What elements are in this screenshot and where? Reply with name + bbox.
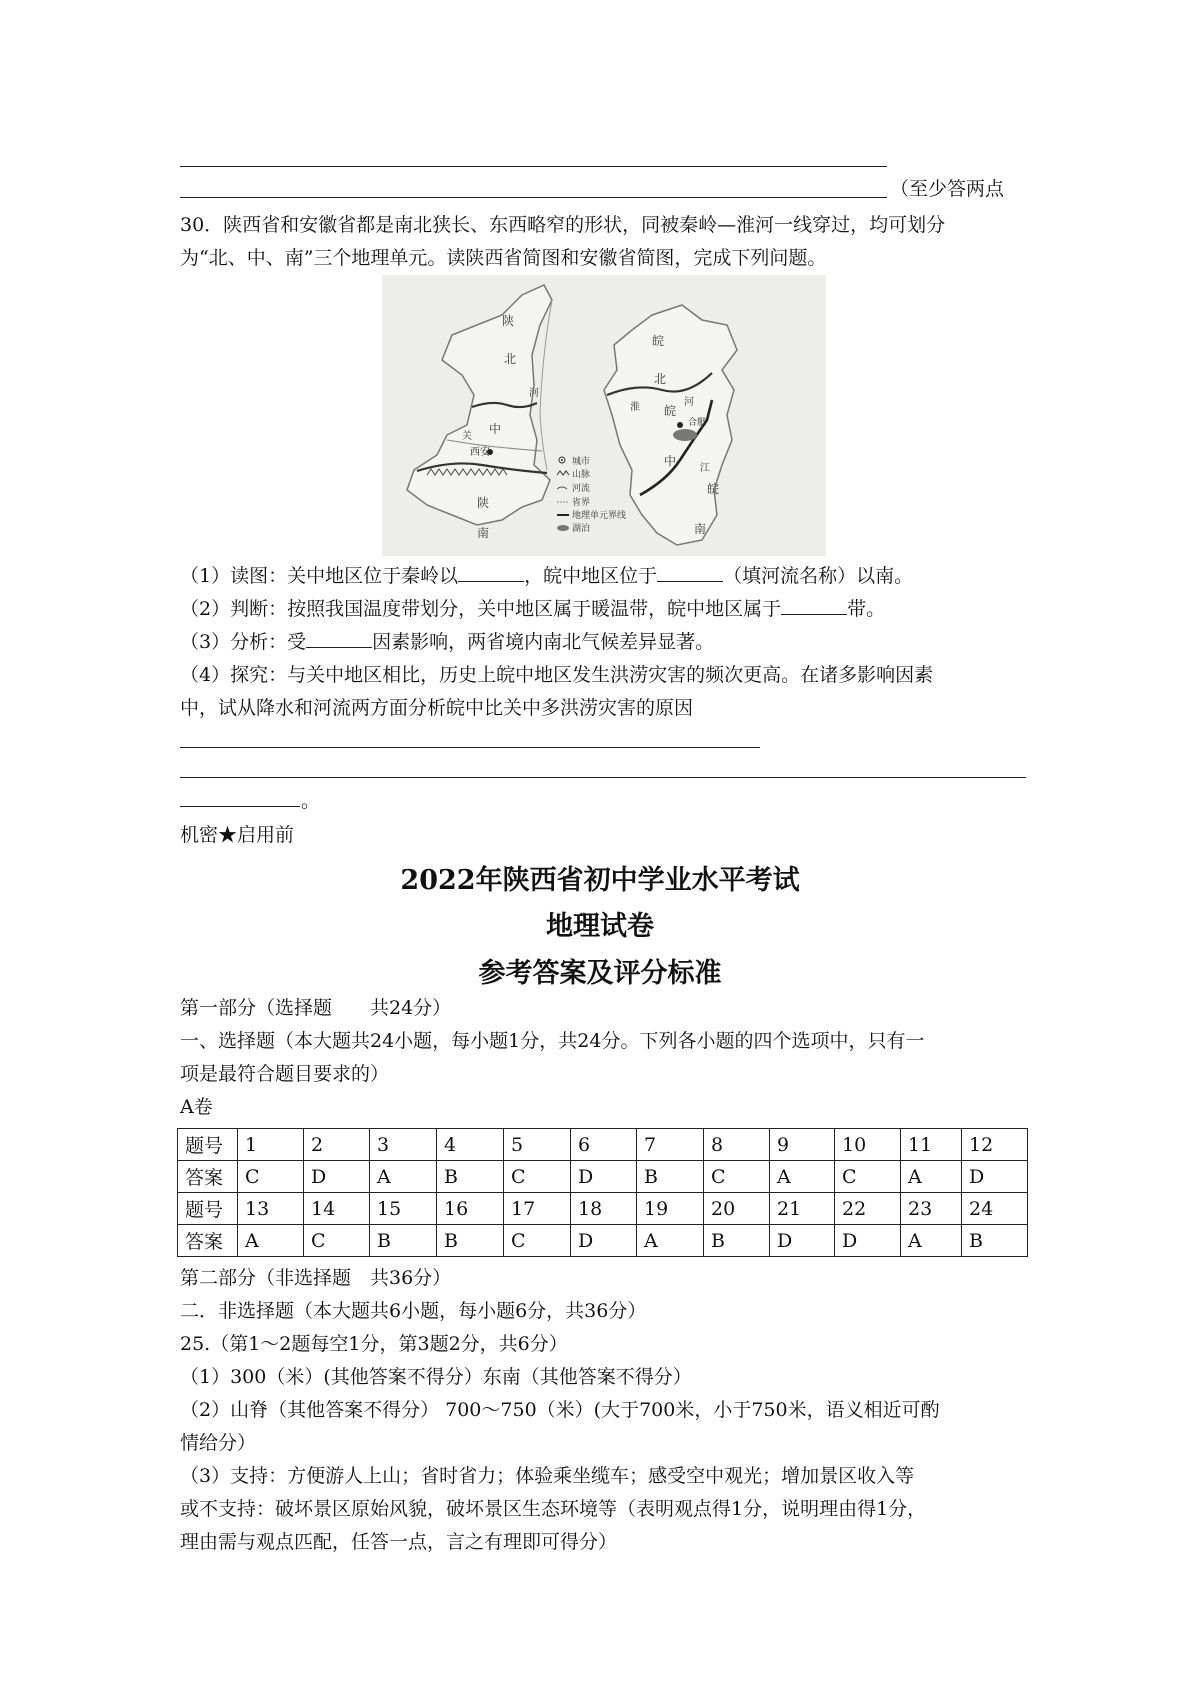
map-label: 河 bbox=[684, 397, 694, 408]
table-cell: 14 bbox=[304, 1193, 370, 1225]
table-cell: D bbox=[835, 1225, 901, 1257]
map-label: 北 bbox=[654, 372, 667, 386]
answer-key-title: 参考答案及评分标准 bbox=[478, 958, 722, 989]
table-cell: 1 bbox=[238, 1129, 304, 1161]
answer-table bbox=[177, 1128, 1028, 1257]
map-label: 中 bbox=[664, 454, 677, 468]
volume-label: A卷 bbox=[180, 1096, 213, 1118]
table-cell: C bbox=[835, 1161, 901, 1193]
svg-text:地理单元界线: 地理单元界线 bbox=[572, 511, 627, 521]
table-cell: D bbox=[571, 1161, 637, 1193]
table-cell: D bbox=[571, 1225, 637, 1257]
table-cell: 24 bbox=[962, 1193, 1028, 1225]
q30-sub2-part-b: 带。 bbox=[847, 598, 886, 620]
table-cell: D bbox=[962, 1161, 1028, 1193]
map-label: 河 bbox=[529, 388, 539, 399]
anhui-outline bbox=[604, 305, 737, 545]
q25-answer-3-line2: 或不支持：破坏景区原始风貌，破坏景区生态环境等（表明观点得1分，说明理由得1分， bbox=[180, 1498, 927, 1520]
table-cell: 19 bbox=[637, 1193, 704, 1225]
map-legend bbox=[557, 455, 626, 534]
table-cell: A bbox=[370, 1161, 437, 1193]
table-row bbox=[178, 1193, 1028, 1225]
answer-line-2 bbox=[180, 197, 887, 198]
table-cell: C bbox=[504, 1161, 571, 1193]
map-label: 皖 bbox=[707, 482, 720, 496]
map-label: 南 bbox=[694, 522, 707, 536]
table-cell: B bbox=[437, 1161, 504, 1193]
q30-sub1-part-b: ，皖中地区位于 bbox=[524, 565, 658, 587]
q30-sub2-part-a: （2）判断：按照我国温度带划分，关中地区属于暖温带，皖中地区属于 bbox=[180, 598, 782, 620]
table-row bbox=[178, 1225, 1028, 1257]
q30-sub3-part-a: （3）分析：受 bbox=[180, 631, 307, 653]
svg-text:湖泊: 湖泊 bbox=[572, 524, 591, 534]
q30-sub1-part-a: （1）读图：关中地区位于秦岭以 bbox=[180, 565, 459, 587]
table-cell: A bbox=[238, 1225, 304, 1257]
table-cell: B bbox=[637, 1161, 704, 1193]
table-cell: 22 bbox=[835, 1193, 901, 1225]
map-figure bbox=[382, 275, 826, 556]
map-label: 淮 bbox=[630, 402, 640, 413]
answer-line-1 bbox=[180, 166, 887, 167]
table-cell: 6 bbox=[571, 1129, 637, 1161]
table-cell: B bbox=[370, 1225, 437, 1257]
q30-sub1 bbox=[180, 563, 913, 589]
map-label: 陕 bbox=[502, 314, 515, 328]
q30-sub2 bbox=[180, 596, 885, 622]
table-cell: 3 bbox=[370, 1129, 437, 1161]
q25-answer-2-line1: （2）山脊（其他答案不得分） 700～750（米）(大于700米，小于750米，语义相近可酌 bbox=[180, 1399, 940, 1421]
answer-blank[interactable] bbox=[657, 563, 723, 582]
table-cell: 11 bbox=[901, 1129, 962, 1161]
subject-title: 地理试卷 bbox=[546, 911, 654, 942]
map-label: 江 bbox=[700, 463, 710, 474]
table-cell: 5 bbox=[504, 1129, 571, 1161]
q25-answer-3-line3: 理由需与观点匹配，任答一点，言之有理即可得分） bbox=[180, 1531, 618, 1553]
table-cell: 2 bbox=[304, 1129, 370, 1161]
table-cell: C bbox=[304, 1225, 370, 1257]
table-row bbox=[178, 1161, 1028, 1193]
table-cell: 17 bbox=[504, 1193, 571, 1225]
part1-desc-line1: 一、选择题（本大题共24小题，每小题1分，共24分。下列各小题的四个选项中，只有一 bbox=[180, 1030, 925, 1052]
table-row bbox=[178, 1129, 1028, 1161]
answer-blank[interactable] bbox=[458, 563, 524, 582]
table-cell: C bbox=[238, 1161, 304, 1193]
map-label: 南 bbox=[477, 526, 490, 540]
q30-stem-line1: 30．陕西省和安徽省都是南北狭长、东西略窄的形状，同被秦岭—淮河一线穿过，均可划分 bbox=[180, 214, 946, 236]
hefei-city bbox=[677, 422, 683, 428]
q30-sub3-part-b: 因素影响，两省境内南北气候差异显著。 bbox=[372, 631, 715, 653]
svg-text:山脉: 山脉 bbox=[572, 470, 591, 480]
table-cell: 7 bbox=[637, 1129, 704, 1161]
q25-answer-1: （1）300（米）(其他答案不得分）东南（其他答案不得分） bbox=[180, 1366, 692, 1388]
table-cell: B bbox=[962, 1225, 1028, 1257]
table-cell: A bbox=[901, 1161, 962, 1193]
answer-line-3 bbox=[180, 747, 760, 748]
table-cell: 8 bbox=[704, 1129, 770, 1161]
part1-heading: 第一部分（选择题 共24分） bbox=[180, 997, 452, 1019]
q30-sub4-line2: 中，试从降水和河流两方面分析皖中比关中多洪涝灾害的原因 bbox=[180, 697, 694, 719]
q25-answer-3-line1: （3）支持：方便游人上山；省时省力；体验乘坐缆车；感受空中观光；增加景区收入等 bbox=[180, 1465, 915, 1487]
table-cell: 10 bbox=[835, 1129, 901, 1161]
map-label: 中 bbox=[489, 422, 502, 436]
map-label: 合肥 bbox=[688, 418, 707, 428]
table-cell: 题号 bbox=[178, 1129, 238, 1161]
table-cell: A bbox=[637, 1225, 704, 1257]
svg-text:城市: 城市 bbox=[572, 457, 591, 467]
table-cell: 21 bbox=[770, 1193, 835, 1225]
answer-blank[interactable] bbox=[781, 596, 847, 615]
table-cell: 16 bbox=[437, 1193, 504, 1225]
q30-stem-line2: 为“北、中、南”三个地理单元。读陕西省简图和安徽省简图，完成下列问题。 bbox=[180, 247, 827, 269]
table-cell: 18 bbox=[571, 1193, 637, 1225]
part2-heading: 第二部分（非选择题 共36分） bbox=[180, 1267, 452, 1289]
table-cell: 答案 bbox=[178, 1161, 238, 1193]
answer-blank[interactable] bbox=[306, 629, 372, 648]
svg-text:河流: 河流 bbox=[572, 484, 591, 494]
table-cell: B bbox=[704, 1225, 770, 1257]
table-cell: 13 bbox=[238, 1193, 304, 1225]
table-cell: D bbox=[304, 1161, 370, 1193]
table-cell: C bbox=[504, 1225, 571, 1257]
part1-desc-line2: 项是最符合题目要求的） bbox=[180, 1063, 390, 1085]
end-mark: 。 bbox=[301, 790, 321, 812]
answer-line-5 bbox=[180, 806, 300, 807]
table-cell: 23 bbox=[901, 1193, 962, 1225]
q30-sub1-part-c: （填河流名称）以南。 bbox=[723, 565, 914, 587]
table-cell: A bbox=[901, 1225, 962, 1257]
table-cell: B bbox=[437, 1225, 504, 1257]
map-label: 关 bbox=[462, 431, 472, 442]
chaohu-lake bbox=[673, 429, 697, 441]
table-cell: 答案 bbox=[178, 1225, 238, 1257]
table-cell: C bbox=[704, 1161, 770, 1193]
q25-head: 25.（第1～2题每空1分，第3题2分，共6分） bbox=[180, 1333, 568, 1355]
secret-label: 机密★启用前 bbox=[180, 824, 295, 846]
answer-hint: （至少答两点 bbox=[890, 178, 1005, 200]
table-cell: 12 bbox=[962, 1129, 1028, 1161]
map-label: 北 bbox=[504, 352, 517, 366]
table-cell: 20 bbox=[704, 1193, 770, 1225]
part2-desc: 二．非选择题（本大题共6小题，每小题6分，共36分） bbox=[180, 1300, 647, 1322]
q30-sub4-line1: （4）探究：与关中地区相比，历史上皖中地区发生洪涝灾害的频次更高。在诸多影响因素 bbox=[180, 664, 934, 686]
table-cell: 15 bbox=[370, 1193, 437, 1225]
map-label: 陕 bbox=[477, 496, 490, 510]
table-cell: 4 bbox=[437, 1129, 504, 1161]
map-label: 皖 bbox=[652, 334, 665, 348]
q30-sub3 bbox=[180, 629, 714, 655]
table-cell: 题号 bbox=[178, 1193, 238, 1225]
svg-text:省界: 省界 bbox=[572, 498, 591, 508]
table-cell: 9 bbox=[770, 1129, 835, 1161]
map-label: 皖 bbox=[664, 404, 677, 418]
exam-title: 2022年陕西省初中学业水平考试 bbox=[400, 865, 800, 896]
table-cell: A bbox=[770, 1161, 835, 1193]
map-label: 西安 bbox=[470, 447, 490, 458]
yellow-river bbox=[540, 300, 552, 470]
q25-answer-2-line2: 情给分） bbox=[180, 1432, 257, 1454]
answer-line-4 bbox=[180, 777, 1026, 778]
table-cell: D bbox=[770, 1225, 835, 1257]
